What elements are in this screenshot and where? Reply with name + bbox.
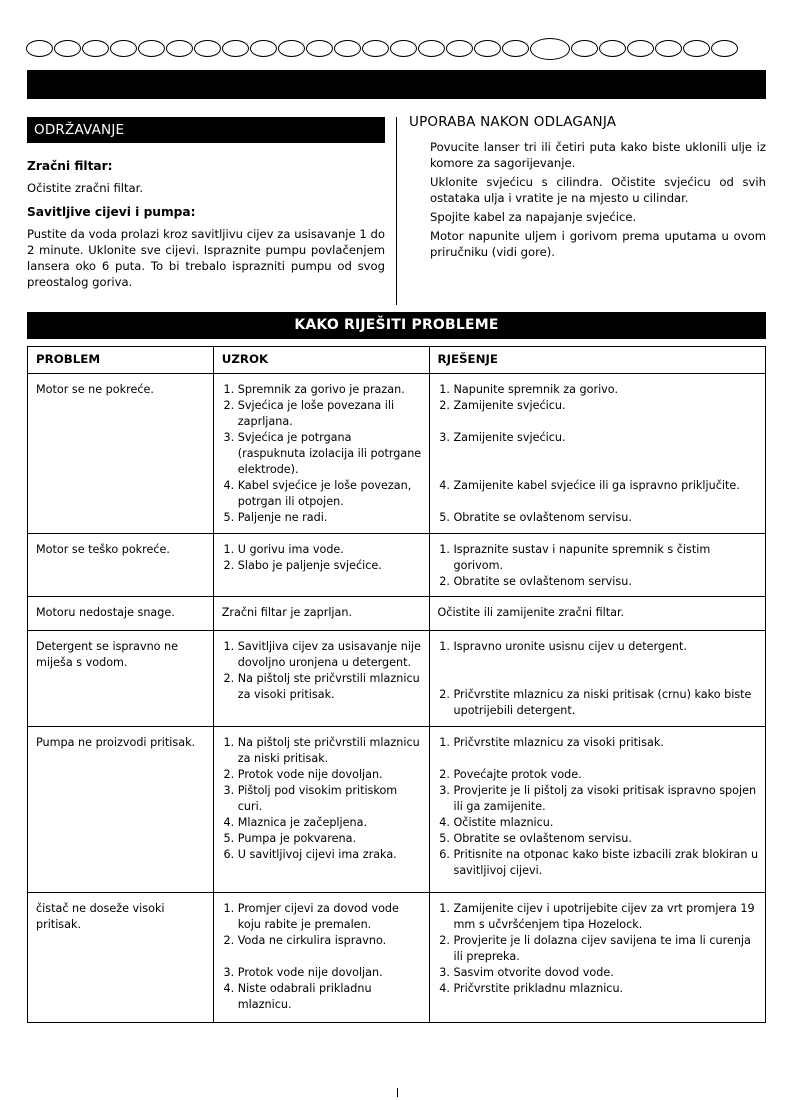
solution-item: 2. Pričvrstite mlaznicu za niski pritisak (crnu) kako biste upotrijebili detergent.	[454, 687, 760, 719]
oval-tab	[26, 40, 53, 57]
hoses-pump-text: Pustite da voda prolazi kroz savitljivu cijev za usisavanje 1 do 2 minute. Uklonite sve cijevi. Ispraznite pumpu povlačenjem lansera oko 6 puta. To bi trebalo isprazniti pumpu od svog preostalog goriva.	[27, 227, 385, 289]
oval-tab	[138, 40, 165, 57]
oval-tab	[250, 40, 277, 57]
cause-item: 1. Promjer cijevi za dovod vode koju rabite je premalen.	[238, 901, 423, 933]
solution-cell	[429, 727, 766, 893]
cause-item: 2. Svjećica je loše povezana ili zaprljana.	[238, 398, 423, 430]
cause-item: 5. Paljenje ne radi.	[238, 510, 423, 526]
oval-tab	[711, 40, 738, 57]
column-header-problem: PROBLEM	[28, 347, 214, 374]
oval-tab	[362, 40, 389, 57]
hoses-pump-heading: Savitljive cijevi i pumpa:	[27, 205, 196, 219]
maintenance-section	[27, 152, 385, 298]
oval-tab	[54, 40, 81, 57]
storage-paragraph: Motor napunite uljem i gorivom prema uputama u ovom priručniku (vidi gore).	[430, 229, 766, 259]
troubleshooting-heading: KAKO RIJEŠITI PROBLEME	[27, 312, 766, 339]
cause-item: 2. Voda ne cirkulira ispravno.	[238, 933, 423, 949]
oval-tab	[110, 40, 137, 57]
solution-cell	[429, 374, 766, 534]
cause-item: 6. U savitljivoj cijevi ima zraka.	[238, 847, 423, 863]
cause-item: 4. Kabel svjećice je loše povezan, potrgan ili otpojen.	[238, 478, 423, 510]
language-tab-ovals	[26, 38, 766, 60]
air-filter-text: Očistite zračni filtar.	[27, 181, 144, 195]
cause-cell	[213, 631, 429, 727]
cause-item: 1. Savitljiva cijev za usisavanje nije dovoljno uronjena u detergent.	[238, 639, 423, 671]
storage-use-heading: UPORABA NAKON ODLAGANJA	[409, 114, 617, 130]
problem-cell: čistač ne doseže visoki pritisak.	[28, 893, 214, 1023]
solution-item: 5. Obratite se ovlaštenom servisu.	[454, 510, 760, 526]
solution-item: 2. Povećajte protok vode.	[454, 767, 760, 783]
cause-item: 3. Protok vode nije dovoljan.	[238, 965, 423, 981]
oval-tab	[390, 40, 417, 57]
page-center-tick	[397, 1088, 398, 1097]
solution-cell: Očistite ili zamijenite zračni filtar.	[429, 597, 766, 631]
table-row	[28, 597, 766, 631]
solution-item: 4. Pričvrstite prikladnu mlaznicu.	[454, 981, 760, 997]
solution-item: 1. Ispraznite sustav i napunite spremnik s čistim gorivom.	[454, 542, 760, 574]
column-header-cause: UZROK	[213, 347, 429, 374]
cause-item: 2. Na pištolj ste pričvrstili mlaznicu za visoki pritisak.	[238, 671, 423, 703]
oval-tab-active	[530, 38, 570, 60]
cause-cell	[213, 534, 429, 597]
oval-tab	[627, 40, 654, 57]
cause-item: 4. Mlaznica je začepljena.	[238, 815, 423, 831]
solution-item: 5. Obratite se ovlaštenom servisu.	[454, 831, 760, 847]
solution-item: 1. Napunite spremnik za gorivo.	[454, 382, 760, 398]
oval-tab	[306, 40, 333, 57]
cause-item: 1. U gorivu ima vode.	[238, 542, 423, 558]
table-row	[28, 727, 766, 893]
solution-item: 2. Zamijenite svjećicu.	[454, 398, 760, 414]
oval-tab	[571, 40, 598, 57]
cause-item: 2. Protok vode nije dovoljan.	[238, 767, 423, 783]
column-header-solution: RJEŠENJE	[429, 347, 766, 374]
table-row	[28, 534, 766, 597]
storage-use-section	[430, 139, 766, 263]
table-header-row	[28, 347, 766, 374]
cause-item: 4. Niste odabrali prikladnu mlaznicu.	[238, 981, 423, 1013]
problem-cell: Detergent se ispravno ne miješa s vodom.	[28, 631, 214, 727]
solution-item: 6. Pritisnite na otponac kako biste izbacili zrak blokiran u savitljivoj cijevi.	[454, 847, 760, 879]
oval-tab	[474, 40, 501, 57]
oval-tab	[418, 40, 445, 57]
storage-paragraph: Uklonite svjećicu s cilindra. Očistite svjećicu od svih ostataka ulja i vratite je na mjesto u cilindar.	[430, 175, 766, 205]
storage-paragraph: Povucite lanser tri ili četiri puta kako biste uklonili ulje iz komore za sagorijevanje.	[430, 140, 766, 170]
cause-item: 3. Pištolj pod visokim pritiskom curi.	[238, 783, 423, 815]
solution-item: 1. Pričvrstite mlaznicu za visoki pritisak.	[454, 735, 760, 751]
problem-cell: Motor se teško pokreće.	[28, 534, 214, 597]
maintenance-heading: ODRŽAVANJE	[27, 117, 385, 143]
oval-tab	[194, 40, 221, 57]
top-black-bar	[27, 70, 766, 99]
table-row	[28, 374, 766, 534]
solution-cell	[429, 893, 766, 1023]
solution-item: 2. Provjerite je li dolazna cijev savijena te ima li curenja ili prepreka.	[454, 933, 760, 965]
cause-cell	[213, 893, 429, 1023]
problem-cell: Motoru nedostaje snage.	[28, 597, 214, 631]
oval-tab	[599, 40, 626, 57]
column-divider	[396, 117, 397, 305]
solution-item: 3. Provjerite je li pištolj za visoki pritisak ispravno spojen ili ga zamijenite.	[454, 783, 760, 815]
air-filter-heading: Zračni filtar:	[27, 159, 113, 173]
oval-tab	[446, 40, 473, 57]
cause-item: 3. Svjećica je potrgana (raspuknuta izolacija ili potrgane elektrode).	[238, 430, 423, 478]
solution-item: 4. Očistite mlaznicu.	[454, 815, 760, 831]
solution-item: 1. Zamijenite cijev i upotrijebite cijev za vrt promjera 19 mm s učvršćenjem tipa Hozelock.	[454, 901, 760, 933]
troubleshooting-table	[27, 346, 766, 1023]
solution-item: 3. Zamijenite svjećicu.	[454, 430, 760, 446]
cause-cell	[213, 374, 429, 534]
solution-item: 1. Ispravno uronite usisnu cijev u detergent.	[454, 639, 760, 655]
solution-item: 3. Sasvim otvorite dovod vode.	[454, 965, 760, 981]
solution-item: 2. Obratite se ovlaštenom servisu.	[454, 574, 760, 590]
oval-tab	[166, 40, 193, 57]
solution-item: 4. Zamijenite kabel svjećice ili ga ispravno priključite.	[454, 478, 760, 494]
oval-tab	[502, 40, 529, 57]
table-row	[28, 893, 766, 1023]
oval-tab	[278, 40, 305, 57]
oval-tab	[222, 40, 249, 57]
problem-cell: Motor se ne pokreće.	[28, 374, 214, 534]
table-row	[28, 631, 766, 727]
oval-tab	[82, 40, 109, 57]
cause-item: 1. Na pištolj ste pričvrstili mlaznicu za niski pritisak.	[238, 735, 423, 767]
cause-item: 1. Spremnik za gorivo je prazan.	[238, 382, 423, 398]
solution-cell	[429, 534, 766, 597]
cause-cell: Zračni filtar je zaprljan.	[213, 597, 429, 631]
cause-item: 2. Slabo je paljenje svjećice.	[238, 558, 423, 574]
cause-cell	[213, 727, 429, 893]
oval-tab	[655, 40, 682, 57]
oval-tab	[683, 40, 710, 57]
solution-cell	[429, 631, 766, 727]
storage-paragraph: Spojite kabel za napajanje svjećice.	[430, 210, 637, 224]
oval-tab	[334, 40, 361, 57]
problem-cell: Pumpa ne proizvodi pritisak.	[28, 727, 214, 893]
cause-item: 5. Pumpa je pokvarena.	[238, 831, 423, 847]
